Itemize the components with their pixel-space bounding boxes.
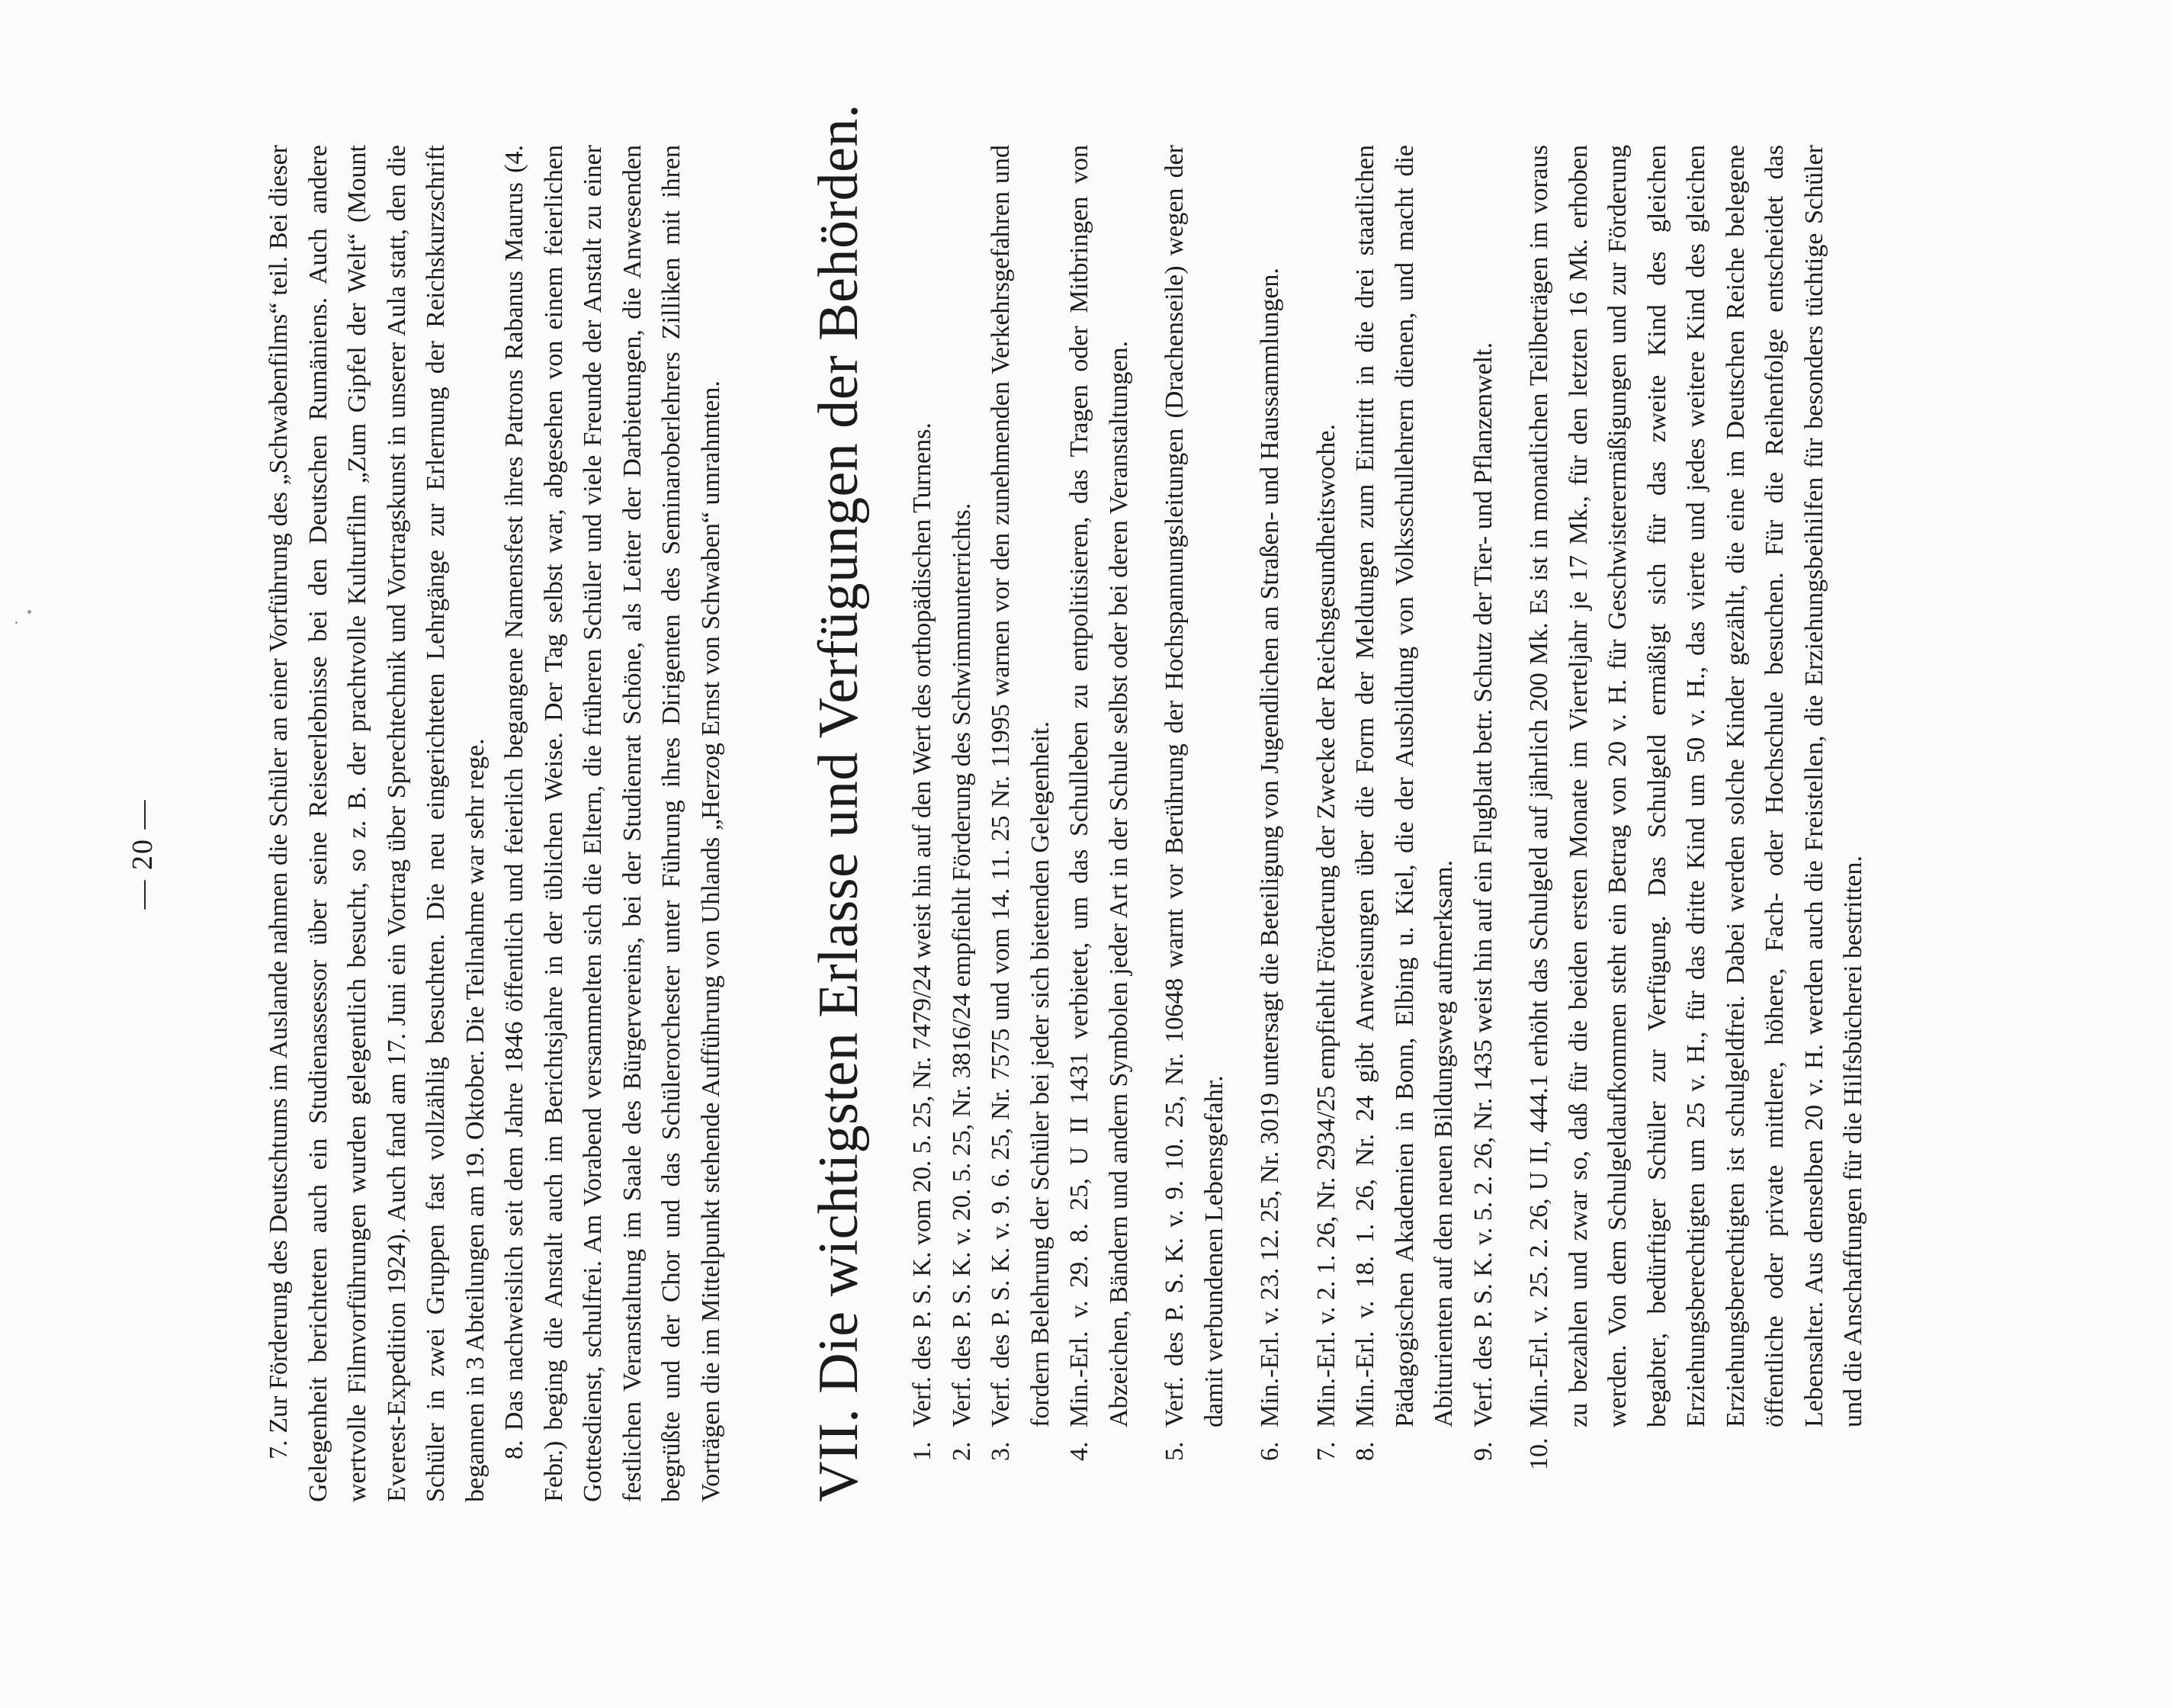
decree-number: 10.	[1525, 1437, 1553, 1470]
decree-item	[903, 145, 942, 1502]
decree-number: 5.	[1160, 1441, 1189, 1461]
paragraph-8: 8. Das nachweislich seit dem Jahre 1846 öffentlich und feierlich begangene Namensfest ihres Patrons Rabanus Maurus (4. Febr.) beging die Anstalt auch im Berichtsjahre in der üblichen Weise. Der Tag selbst war, abgesehen von einem feierlichen Gottesdienst, schulfrei. Am Vorabend versammelten sich die Eltern, die früheren Schüler und viele Freunde der Anstalt zu einer festlichen Veranstaltung im Saale des Bürgervereins, bei der Studienrat Schöne, als Leiter der Darbietungen, die Anwesenden begrüßte und der Chor und das Schülerorchester unter Führung ihres Dirigenten des Seminaroberlehrers Zilliken mit ihren Vorträgen die im Mittelpunkt stehende Aufführung von Uhlands „Herzog Ernst von Schwaben“ umrahmten.	[500, 145, 725, 1502]
decree-text: Min.-Erl. v. 25. 2. 26, U II, 444.1 erhöht das Schulgeld auf jährlich 200 Mk. Es ist in monatlichen Teilbeträgen im voraus zu bezahlen und zwar so, daß für die beiden ersten Monate im Vierteljahr je 17 Mk., für den letzten 16 Mk. erhoben werden. Von dem Schulgeldaufkommen steht ein Betrag von 20 v. H. für Geschwisterermäßigungen und zur Förderung begabter, bedürftiger Schüler zur Verfügung. Das Schulgeld ermäßigt sich für das zweite Kind des gleichen Erziehungsberechtigten um 25 v. H., für das dritte Kind um 50 v. H., das vierte und jedes weitere Kind des gleichen Erziehungsberechtigten ist schulgeldfrei. Dabei werden solche Kinder gezählt, die eine im Deutschen Reiche belegene öffentliche oder private mittlere, höhere, Fach- oder Hochschule besuchen. Für die Reihenfolge entscheidet das Lebensalter. Aus denselben 20 v. H. werden auch die Freistellen, die Erziehungsbeihilfen für besonders tüchtige Schüler und die Anschaffungen für die Hilfsbücherei bestritten.	[1525, 145, 1867, 1427]
decree-item	[1464, 145, 1504, 1502]
decree-item	[981, 145, 1060, 1502]
decree-text: Verf. des P. S. K. v. 9. 10. 25, Nr. 10648 warnt vor Berührung der Hochspannungsleitungen (Drachenseile) wegen der damit verbundenen Lebensgefahr.	[1160, 145, 1228, 1427]
decree-item	[942, 145, 982, 1502]
decree-item	[1155, 145, 1234, 1502]
decree-text: Verf. des P. S. K. v. 20. 5. 25, Nr. 3816/24 empfiehlt Förderung des Schwimmunterrichts.	[947, 502, 976, 1427]
decree-item	[1307, 145, 1346, 1502]
decree-number: 4.	[1065, 1441, 1093, 1461]
page-number: — 20 —	[127, 798, 159, 910]
decree-item	[1520, 145, 1873, 1502]
section-heading: VII. Die wichtigsten Erlasse und Verfügungen der Behörden.	[807, 104, 870, 1502]
decree-text: Min.-Erl. v. 2. 1. 26, Nr. 2934/25 empfiehlt Förderung der Zwecke der Reichsgesundheitswoche.	[1311, 424, 1340, 1427]
decree-text: Verf. des P. S. K. v. 9. 6. 25, Nr. 7575 und vom 14. 11. 25 Nr. 11995 warnen vor den zunehmenden Verkehrsgefahren und fordern Belehrung der Schüler bei jeder sich bietenden Gelegenheit.	[987, 145, 1054, 1427]
decree-number: 8.	[1351, 1441, 1379, 1461]
decree-list	[903, 145, 1873, 1502]
decree-text: Verf. des P. S. K. v. 5. 2. 26, Nr. 1435 weist hin auf ein Flugblatt betr. Schutz der Tier- und Pflanzenwelt.	[1468, 342, 1497, 1427]
decree-text: Verf. des P. S. K. vom 20. 5. 25, Nr. 7479/24 weist hin auf den Wert des orthopädischen Turnens.	[908, 422, 936, 1427]
decree-number: 3.	[987, 1441, 1015, 1461]
decree-text: Min.-Erl. v. 29. 8. 25, U II 1431 verbietet, um das Schulleben zu entpolitisieren, das Tragen oder Mitbringen von Abzeichen, Bändern und andern Symbolen jeder Art in der Schule selbst oder bei deren Veranstaltungen.	[1065, 145, 1133, 1427]
decree-item	[1060, 145, 1138, 1502]
decree-number: 6.	[1256, 1441, 1284, 1461]
decree-item	[1250, 145, 1290, 1502]
paragraph-7: 7. Zur Förderung des Deutschtums im Auslande nahmen die Schüler an einer Vorführung des „Schwabenfilms“ teil. Bei dieser Gelegenheit berichteten auch ein Studienassessor über seine Reiseerlebnisse bei den Deutschen Rumäniens. Auch andere wertvolle Filmvorführungen wurden gelegentlich besucht, so z. B. der prachtvolle Kulturfilm „Zum Gipfel der Welt“ (Mount Everest-Expedition 1924). Auch fand am 17. Juni ein Vortrag über Sprechtechnik und Vortragskunst in unserer Aula statt, den die Schüler in zwei Gruppen fast vollzählig besuchten. Die neu eingerichteten Lehrgänge zur Erlernung der Reichskurzschrift begannen in 3 Abteilungen am 19. Oktober. Die Teilnahme war sehr rege.	[265, 145, 489, 1502]
decree-item	[1346, 145, 1464, 1502]
decree-number: 2.	[947, 1441, 976, 1461]
page-body	[259, 104, 1873, 1502]
decree-number: 7.	[1311, 1441, 1340, 1461]
decree-number: 9.	[1468, 1441, 1497, 1461]
decree-text: Min.-Erl. v. 18. 1. 26, Nr. 24 gibt Anweisungen über die Form der Meldungen zum Eintritt in die drei staatlichen Pädagogischen Akademien in Bonn, Elbing u. Kiel, die der Ausbildung von Volksschullehrern dienen, und macht die Abiturienten auf den neuen Bildungsweg aufmerksam.	[1351, 145, 1458, 1427]
decree-text: Min.-Erl. v. 23. 12. 25, Nr. 3019 untersagt die Beteiligung von Jugendlichen an Straßen- und Haussammlungen.	[1256, 268, 1284, 1427]
decree-number: 1.	[908, 1441, 936, 1461]
